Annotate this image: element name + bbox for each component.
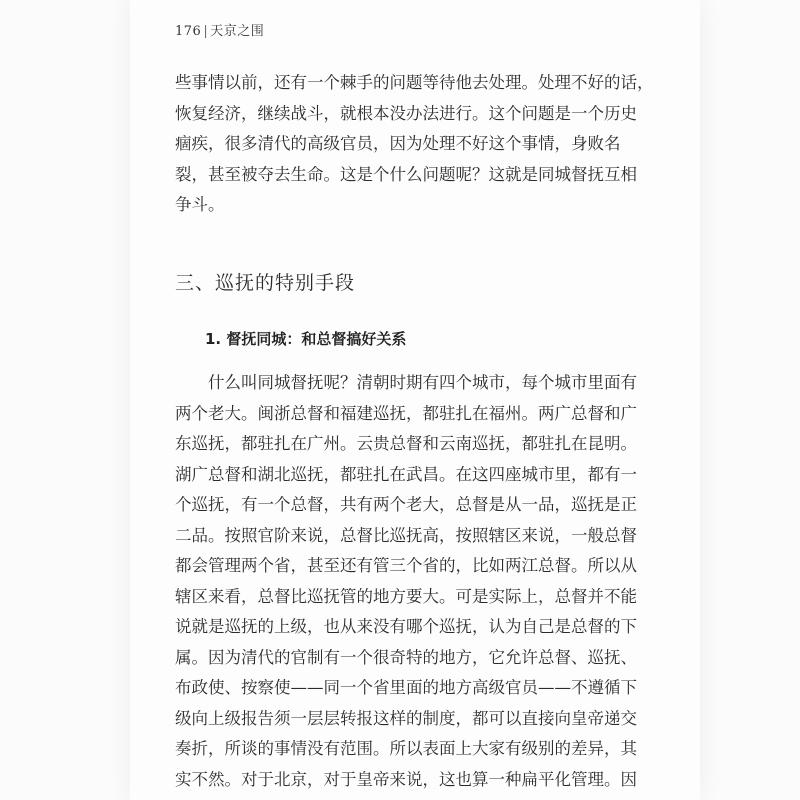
text-line: 恢复经济，继续战斗，就根本没办法进行。这个问题是一个历史 [175,103,637,123]
book-title: 天京之围 [210,24,265,39]
text-line: 痼疾，很多清代的高级官员，因为处理不好这个事情，身败名 [175,134,621,153]
header-separator: | [203,24,209,39]
sub-heading: 1. 督抚同城：和总督搞好关系 [205,330,407,348]
page-number: 176 [175,24,202,39]
text-line: 些事情以前，还有一个棘手的问题等待他去处理。处理不好的话， [175,73,654,92]
paragraph-1 [175,68,654,221]
running-header [175,20,264,39]
text-line: 两个老大。闽浙总督和福建巡抚，都驻扎在福州。两广总督和广 [175,403,637,423]
text-line: 裂，甚至被夺去生命。这是个什么问题呢？这就是同城督抚互相 [175,164,637,184]
text-line: 都会管理两个省，甚至还有管三个省的，比如两江总督。所以从 [175,556,637,575]
text-line: 湖广总督和湖北巡抚，都驻扎在武昌。在这四座城市里，都有一 [175,464,637,484]
text-line: 说就是巡抚的上级，也从来没有哪个巡抚，认为自己是总督的下 [175,617,637,636]
text-line: 实不然。对于北京，对于皇帝来说，这也算一种扁平化管理。因 [175,769,637,789]
text-line: 东巡抚，都驻扎在广州。云贵总督和云南巡抚，都驻扎在昆明。 [175,434,637,453]
text-line: 个巡抚，有一个总督，共有两个老大，总督是从一品，巡抚是正 [175,495,637,514]
text-line: 级向上级报告须一层层转报这样的制度，都可以直接向皇帝递交 [175,708,637,728]
section-heading: 三、巡抚的特别手段 [175,272,356,294]
text-line: 争斗。 [175,195,225,214]
paragraph-2 [175,368,637,795]
text-line: 二品。按照官阶来说，总督比巡抚高，按照辖区来说，一般总督 [175,525,637,545]
text-line: 辖区来看，总督比巡抚管的地方要大。可是实际上，总督并不能 [175,586,637,606]
text-line: 奏折，所谈的事情没有范围。所以表面上大家有级别的差异，其 [175,739,637,758]
text-line: 属。因为清代的官制有一个很奇特的地方，它允许总督、巡抚、 [175,647,637,667]
text-line: 布政使、按察使——同一个省里面的地方高级官员——不遵循下 [175,678,637,697]
text-line: 什么叫同城督抚呢？清朝时期有四个城市，每个城市里面有 [175,373,637,392]
